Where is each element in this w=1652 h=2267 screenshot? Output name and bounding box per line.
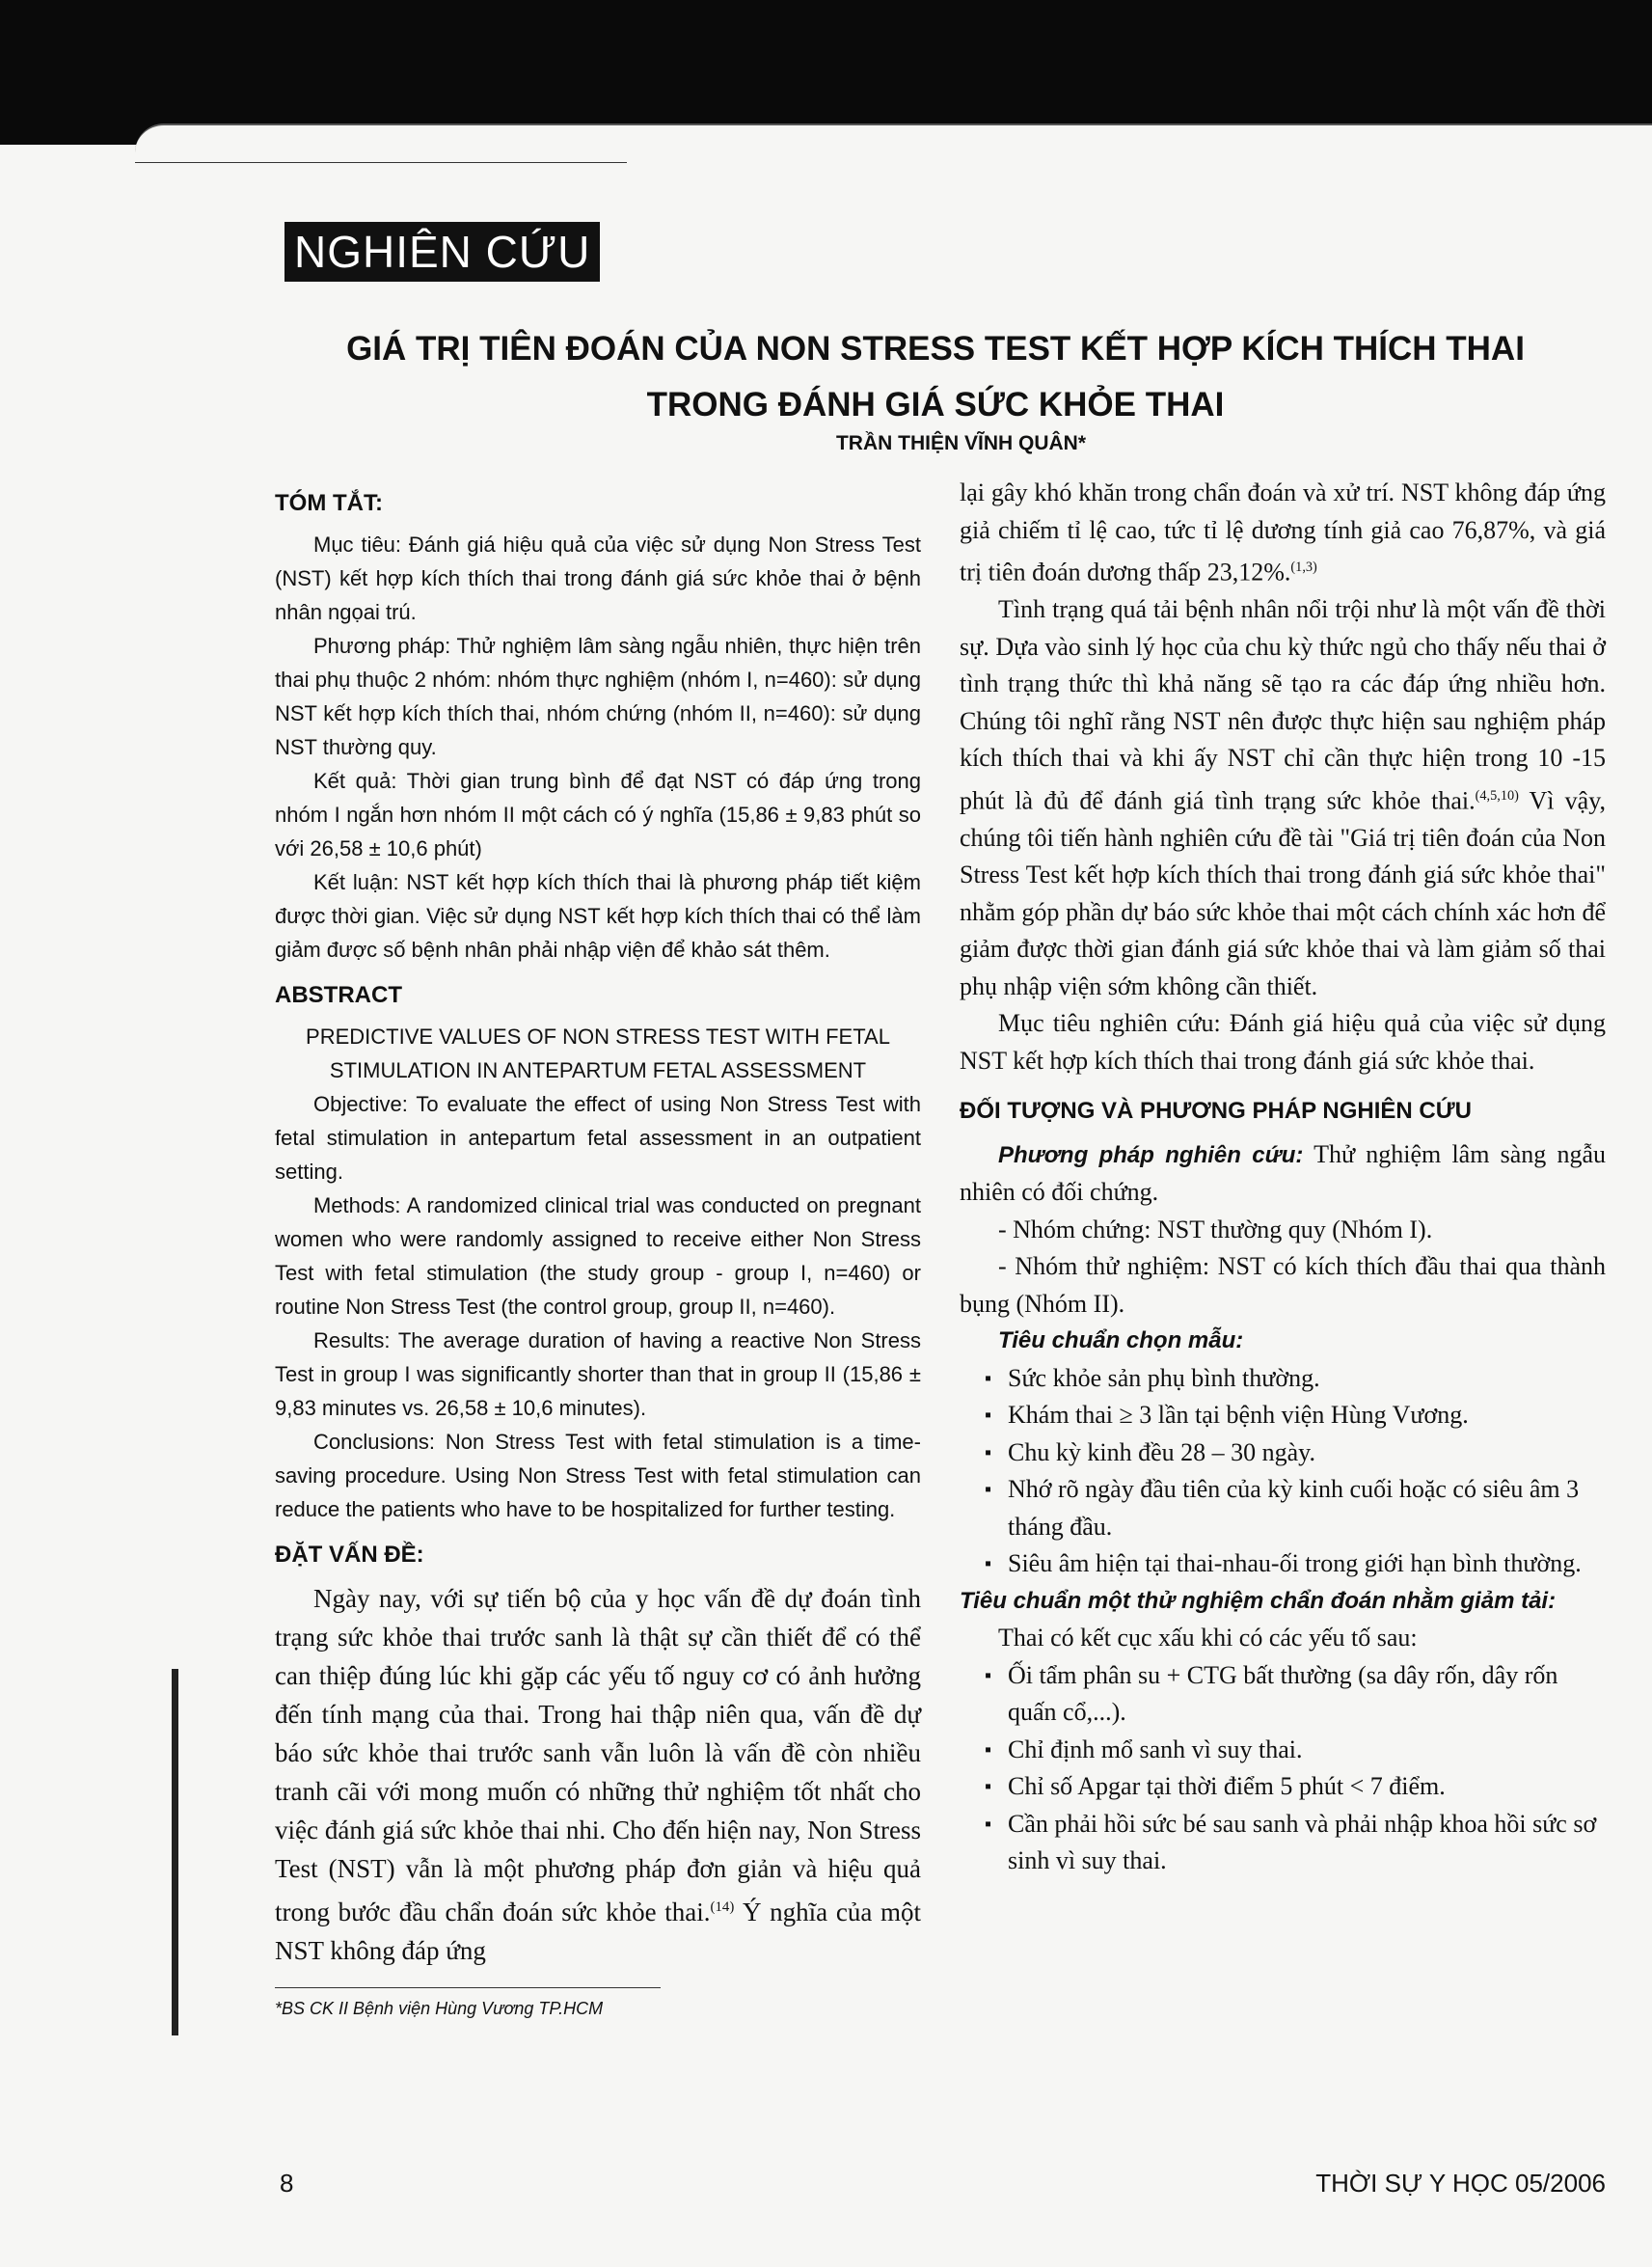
list-item: ▪ Sức khỏe sản phụ bình thường. [1008, 1360, 1606, 1398]
title-line-2: TRONG ĐÁNH GIÁ SỨC KHỎE THAI [646, 386, 1225, 423]
intro-heading: ĐẶT VẤN ĐỀ: [275, 1542, 424, 1568]
scan-margin-mark [172, 1669, 178, 2035]
summary-results: Kết quả: Thời gian trung bình để đạt NST có đáp ứng trong nhóm I ngắn hơn nhóm II một cách có ý nghĩa (15,86 ± 9,83 phút so với 26,58 ± 10,6 phút) [275, 769, 921, 860]
diagnostic-intro: Thai có kết cục xấu khi có các yếu tố sau: [998, 1624, 1418, 1652]
citation: (4,5,10) [1475, 787, 1519, 804]
abstract-objective: Objective: To evaluate the effect of using Non Stress Test with fetal stimulation in antepartum fetal assessment in an outpatient setting. [275, 1092, 921, 1184]
citation: (14) [710, 1899, 735, 1915]
list-item: ▪ Siêu âm hiện tại thai-nhau-ối trong giới hạn bình thường. [1008, 1545, 1606, 1583]
abstract-conclusions: Conclusions: Non Stress Test with fetal stimulation is a time-saving procedure. Using Non Stress Test with fetal stimulation can reduce the patients who have to be hospitalized for further testing. [275, 1430, 921, 1521]
footnote-rule [275, 1987, 661, 1988]
list-item: ▪ Khám thai ≥ 3 lần tại bệnh viện Hùng Vương. [1008, 1397, 1606, 1434]
intro-paragraph-3: Tình trạng quá tải bệnh nhân nổi trội như là một vấn đề thời sự. Dựa vào sinh lý học của chu kỳ thức ngủ cho thấy nếu thai ở tình trạng thức thì khả năng sẽ tạo ra các đáp ứng nhiều hơn. Chúng tôi nghĩ rằng NST nên được thực hiện sau nghiệm pháp kích thích thai và khi ấy NST chỉ cần thực hiện trong 10 -15 phút là đủ để đánh giá tình trạng sức khỏe thai.$^{(4,5,10)}$ Vì vậy, chúng tôi tiến hành nghiên cứu đề tài "Giá trị tiên đoán của Non Stress Test kết hợp kích thích thai trong đánh giá sức khỏe thai" nhằm góp phần dự báo sức khỏe thai một cách chính xác hơn để giảm được thời gian đánh giá sức khỏe thai và làm giảm số thai phụ nhập viện sớm không cần thiết. [960, 595, 1606, 1000]
right-column [960, 475, 1606, 1880]
abstract-results: Results: The average duration of having a reactive Non Stress Test in group I was significantly shorter than that in group II (15,86 ± 9,83 minutes vs. 26,58 ± 10,6 minutes). [275, 1328, 921, 1420]
diagnostic-criteria-heading: Tiêu chuẩn một thử nghiệm chẩn đoán nhằm giảm tải: [960, 1587, 1557, 1614]
abstract-heading: ABSTRACT [275, 982, 402, 1008]
title-line-1: GIÁ TRỊ TIÊN ĐOÁN CỦA NON STRESS TEST KẾT HỢP KÍCH THÍCH THAI [346, 330, 1525, 368]
list-item: ▪ Ối tẩm phân su + CTG bất thường (sa dây rốn, dây rốn quấn cổ,...). [1008, 1657, 1606, 1732]
intro-text [275, 1579, 921, 1970]
intro-paragraph-4: Mục tiêu nghiên cứu: Đánh giá hiệu quả của việc sử dụng NST kết hợp kích thích thai trong đánh giá sức khỏe thai. [960, 1009, 1606, 1075]
journal-name: THỜI SỰ Y HỌC 05/2006 [1315, 2169, 1606, 2198]
intro-paragraph-1: Ngày nay, với sự tiến bộ của y học vấn đề dự đoán tình trạng sức khỏe thai trước sanh là thật sự cần thiết để có thể can thiệp đúng lúc khi gặp các yếu tố nguy cơ có ảnh hưởng đến tính mạng của thai. Trong hai thập niên qua, vấn đề dự báo sức khỏe thai trước sanh vẫn luôn là vấn đề còn nhiều tranh cãi với mong muốn có những thử nghiệm tốt nhất cho việc đánh giá sức khỏe thai nhi. Cho đến hiện nay, Non Stress Test (NST) vẫn là một phương pháp đơn giản và hiệu quả trong bước đầu chẩn đoán sức khỏe thai.$^{(14)}$ Ý nghĩa của một NST không đáp ứng [275, 1584, 921, 1965]
abstract-title: PREDICTIVE VALUES OF NON STRESS TEST WITH FETAL STIMULATION IN ANTEPARTUM FETAL ASSESSMENT [306, 1024, 890, 1082]
article-title [289, 321, 1582, 433]
list-item: ▪ Cần phải hồi sức bé sau sanh và phải nhập khoa hồi sức sơ sinh vì suy thai. [1008, 1806, 1606, 1880]
summary-objective: Mục tiêu: Đánh giá hiệu quả của việc sử dụng Non Stress Test (NST) kết hợp kích thích thai trong đánh giá sức khỏe thai ở bệnh nhân ngọai trú. [275, 533, 921, 624]
list-item: ▪ Nhớ rõ ngày đầu tiên của kỳ kinh cuối hoặc có siêu âm 3 tháng đầu. [1008, 1471, 1606, 1545]
header-rule [135, 162, 627, 163]
methods-group-trial: - Nhóm thử nghiệm: NST có kích thích đầu thai qua thành bụng (Nhóm II). [960, 1252, 1606, 1318]
list-item: ▪ Chỉ định mổ sanh vì suy thai. [1008, 1732, 1606, 1769]
methods-group-control: - Nhóm chứng: NST thường quy (Nhóm I). [998, 1215, 1433, 1243]
intro-paragraph-2: lại gây khó khăn trong chẩn đoán và xử trí. NST không đáp ứng giả chiếm tỉ lệ cao, tức tỉ lệ dương tính giả cao 76,87%, và giá trị tiên đoán dương thấp 23,12%.$^{(1,3)}$ [960, 478, 1606, 587]
criteria-heading: Tiêu chuẩn chọn mẫu: [998, 1327, 1244, 1354]
methods-design: Phương pháp nghiên cứu: Thử nghiệm lâm sàng ngẫu nhiên có đối chứng. [960, 1139, 1606, 1207]
page-top-edge [135, 123, 1652, 164]
left-column [275, 475, 921, 2026]
page-number: 8 [280, 2169, 294, 2198]
summary-heading: TÓM TẮT: [275, 490, 383, 516]
author-footnote: *BS CK II Bệnh viện Hùng Vương TP.HCM [275, 1999, 604, 2018]
summary-conclusion: Kết luận: NST kết hợp kích thích thai là phương pháp tiết kiệm được thời gian. Việc sử dụng NST kết hợp kích thích thai có thể làm giảm được số bệnh nhân phải nhập viện để khảo sát thêm. [275, 870, 921, 962]
abstract-methods: Methods: A randomized clinical trial was conducted on pregnant women who were randomly assigned to receive either Non Stress Test with fetal stimulation (the study group - group I, n=460) or routine Non Stress Test (the control group, group II, n=460). [275, 1193, 921, 1319]
citation: (1,3) [1290, 560, 1317, 575]
criteria-list [960, 1360, 1606, 1583]
list-item: ▪ Chu kỳ kinh đều 28 – 30 ngày. [1008, 1434, 1606, 1472]
section-label: NGHIÊN CỨU [284, 222, 600, 282]
author: TRẦN THIỆN VĨNH QUÂN* [835, 432, 1086, 454]
diagnostic-list [960, 1657, 1606, 1880]
list-item: ▪ Chỉ số Apgar tại thời điểm 5 phút < 7 điểm. [1008, 1768, 1606, 1806]
summary-methods: Phương pháp: Thử nghiệm lâm sàng ngẫu nhiên, thực hiện trên thai phụ thuộc 2 nhóm: nhóm thực nghiệm (nhóm I, n=460): sử dụng NST kết hợp kích thích thai, nhóm chứng (nhóm II, n=460): sử dụng NST thường quy. [275, 634, 921, 759]
methods-heading: ĐỐI TƯỢNG VÀ PHƯƠNG PHÁP NGHIÊN CỨU [960, 1098, 1472, 1125]
